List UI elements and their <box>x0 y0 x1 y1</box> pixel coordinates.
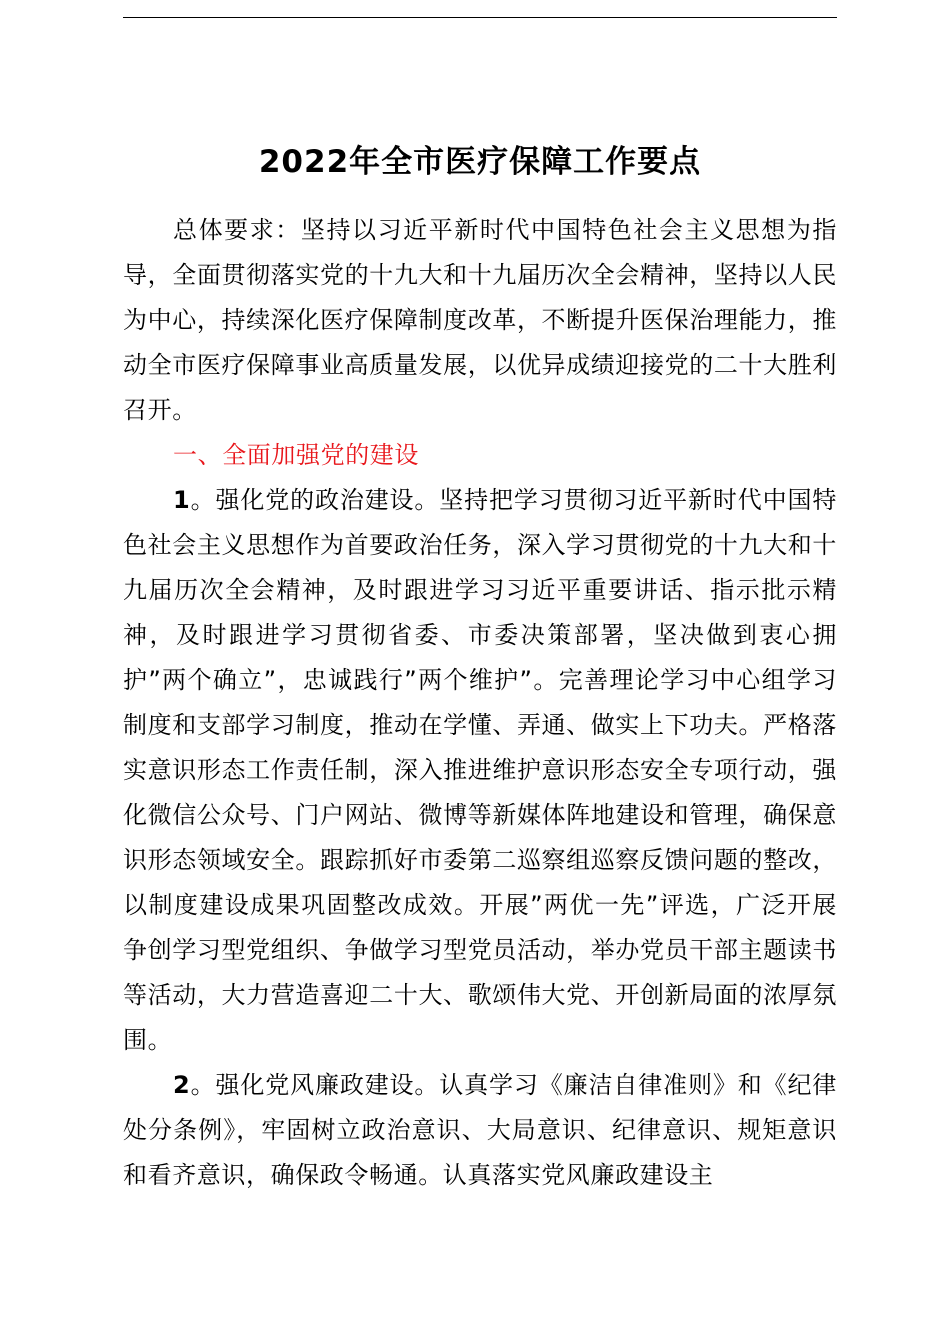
intro-paragraph: 总体要求：坚持以习近平新时代中国特色社会主义思想为指导，全面贯彻落实党的十九大和十九届历次全会精神，坚持以人民为中心，持续深化医疗保障制度改革，不断提升医保治理能力，推动全市医疗保障事业高质量发展，以优异成绩迎接党的二十大胜利召开。 <box>123 216 837 424</box>
document-title <box>123 138 837 186</box>
title-text: 年全市医疗保障工作要点 <box>349 144 702 180</box>
header-rule <box>123 17 837 18</box>
item-1-number: 1 <box>173 486 191 514</box>
section-heading-1: 一、全面加强党的建设 <box>173 441 419 469</box>
item-1-text: 。强化党的政治建设。坚持把学习贯彻习近平新时代中国特色社会主义思想作为首要政治任务，深入学习贯彻党的十九大和十九届历次全会精神，及时跟进学习习近平重要讲话、指示批示精神，及时跟进学习贯彻省委、市委决策部署，坚决做到衷心拥护”两个确立”，忠诚践行”两个维护”。完善理论学习中心组学习制度和支部学习制度，推动在学懂、弄通、做实上下功夫。严格落实意识形态工作责任制，深入推进维护意识形态安全专项行动，强化微信公众号、门户网站、微博等新媒体阵地建设和管理，确保意识形态领域安全。跟踪抓好市委第二巡察组巡察反馈问题的整改，以制度建设成果巩固整改成效。开展”两优一先”评选，广泛开展争创学习型党组织、争做学习型党员活动，举办党员干部主题读书等活动，大力营造喜迎二十大、歌颂伟大党、开创新局面的浓厚氛围。 <box>123 486 837 1054</box>
item-2-paragraph <box>123 1063 837 1198</box>
document-body <box>123 208 837 1198</box>
title-year: 2022 <box>258 144 350 180</box>
item-2-number: 2 <box>173 1071 191 1099</box>
item-2-text: 。强化党风廉政建设。认真学习《廉洁自律准则》和《纪律处分条例》，牢固树立政治意识、大局意识、纪律意识、规矩意识和看齐意识，确保政令畅通。认真落实党风廉政建设主 <box>123 1071 837 1189</box>
item-1-paragraph <box>123 478 837 1063</box>
